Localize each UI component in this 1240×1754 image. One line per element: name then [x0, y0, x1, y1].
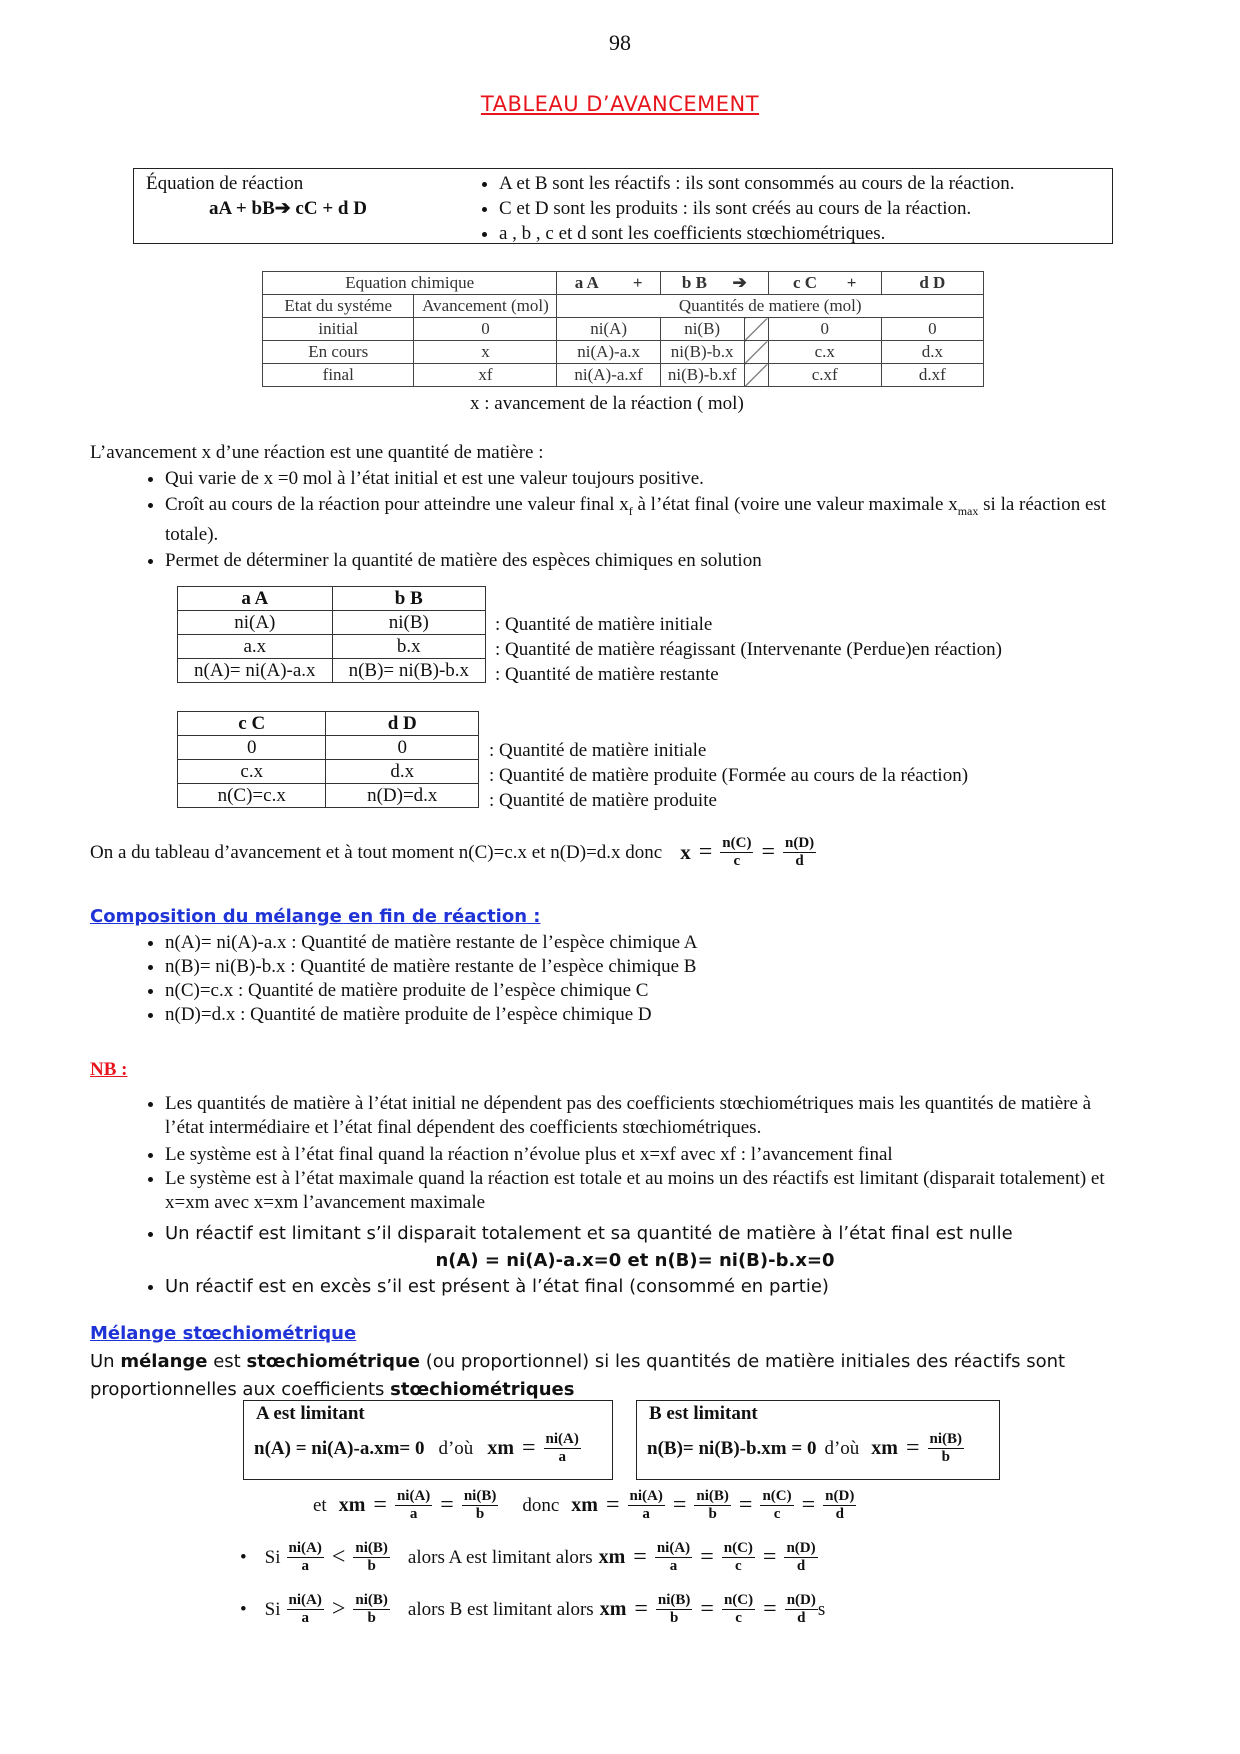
- list-item: • n(A)= ni(A)-a.x : Quantité de matière restante de l’espèce chimique A: [165, 931, 1120, 955]
- table-header: a A: [178, 587, 333, 611]
- relation-line: [90, 835, 816, 870]
- row-label: : Quantité de matière restante: [495, 664, 719, 685]
- xm-relation-line: et xm = $\frac{ni(A)}{a}$ = $\frac{ni(B)}{b}$ donc xm = $\frac{ni(A)}{a}$ = $\frac{ni(B)}{b}$ = $\frac{n(C)}{c}$ = $\frac{n(D)}{d}$: [313, 1488, 855, 1522]
- limit-equation: n(A) = ni(A)-a.x=0 et n(B)= ni(B)-b.x=0: [435, 1250, 835, 1271]
- table-cell: 0: [326, 736, 479, 760]
- table-row: [178, 736, 479, 760]
- nb-heading: NB :: [90, 1059, 128, 1080]
- fraction: $\frac{n(C)}{c}$: [722, 835, 752, 869]
- stoech-heading: Mélange stœchiométrique: [90, 1323, 357, 1344]
- box-title: A est limitant: [256, 1403, 365, 1424]
- table-cell: ni(A): [557, 318, 660, 341]
- page-number: 98: [609, 30, 631, 55]
- dou-text: d’où: [824, 1437, 860, 1459]
- composition-heading: Composition du mélange en fin de réaction :: [90, 906, 541, 927]
- nb-list: [90, 1092, 1120, 1247]
- stoech-section: [90, 1320, 1120, 1404]
- table-header: c C +: [768, 272, 881, 295]
- list-item: • A et B sont les réactifs : ils sont consommés au cours de la réaction.: [499, 171, 1015, 196]
- table-cell: initial: [263, 318, 414, 341]
- table-row: [263, 341, 984, 364]
- nb-list-2: [90, 1275, 1120, 1299]
- table-header: d D: [326, 712, 479, 736]
- table-cell: n(D)=d.x: [326, 784, 479, 808]
- table-cell: n(B)= ni(B)-b.x: [332, 659, 485, 683]
- list-item: • Le système est à l’état final quand la réaction n’évolue plus et x=xf avec xf : l’avancement final: [165, 1143, 1120, 1167]
- xm-symbol: xm: [871, 1437, 898, 1459]
- table-row: [178, 784, 479, 808]
- advancement-table: [262, 271, 984, 387]
- table-cell: b.x: [332, 635, 485, 659]
- products-table: [177, 711, 479, 808]
- fraction: $\frac{n(D)}{d}$: [785, 835, 815, 869]
- row-label: : Quantité de matière produite (Formée au cours de la réaction): [489, 765, 969, 786]
- table-cell: d.x: [881, 341, 983, 364]
- table-cell: c.xf: [768, 364, 881, 387]
- equals-sign: =: [761, 839, 776, 865]
- box-title: B est limitant: [649, 1403, 758, 1424]
- table-cell: ni(A)-a.xf: [557, 364, 660, 387]
- reaction-bullets: [479, 171, 1015, 246]
- list-item: • a , b , c et d sont les coefficients stœchiométriques.: [499, 221, 1015, 246]
- table-header: Avancement (mol): [414, 295, 557, 318]
- reaction-label: Équation de réaction: [146, 173, 304, 194]
- table-cell: 0: [178, 736, 326, 760]
- table-header: b B: [332, 587, 485, 611]
- row-label: : Quantité de matière réagissant (Intervenante (Perdue)en réaction): [495, 639, 1002, 660]
- intro-section: [90, 441, 1120, 573]
- list-item: • Un réactif est limitant s’il disparait totalement et sa quantité de matière à l’état final est nulle: [165, 1221, 1120, 1247]
- hatch-cell: [744, 364, 768, 387]
- table-caption: x : avancement de la réaction ( mol): [470, 393, 744, 414]
- table-header: Etat du systéme: [263, 295, 414, 318]
- intro-line: L’avancement x d’une réaction est une quantité de matière :: [90, 442, 544, 463]
- reaction-equation: aA + bB➔ cC + d D: [209, 198, 367, 219]
- table-cell: ni(B): [332, 611, 485, 635]
- table-cell: a.x: [178, 635, 333, 659]
- dou-text: d’où: [438, 1437, 474, 1459]
- list-item: • Le système est à l’état maximale quand la réaction est totale et au moins un des réactifs est limitant (disparait totalement) et x=xm avec x=xm l’avancement maximale: [165, 1167, 1120, 1215]
- table-cell: d.x: [326, 760, 479, 784]
- reaction-box: [133, 168, 1113, 244]
- composition-section: [90, 905, 1120, 1027]
- xm-symbol: xm: [487, 1437, 514, 1459]
- intro-list: [90, 467, 1120, 573]
- list-item: • Les quantités de matière à l’état initial ne dépendent pas des coefficients stœchiométriques mais les quantités de matière à l’état intermédiaire et l’état final dépendent des coefficients stœchiométriques.: [165, 1092, 1120, 1140]
- row-label: : Quantité de matière produite: [489, 790, 717, 811]
- composition-list: [90, 931, 1120, 1027]
- table-cell: n(A)= ni(A)-a.x: [178, 659, 333, 683]
- table-row: [263, 364, 984, 387]
- table-row: [178, 635, 486, 659]
- list-item: • n(C)=c.x : Quantité de matière produite de l’espèce chimique C: [165, 979, 1120, 1003]
- table-row: [178, 760, 479, 784]
- table-cell: final: [263, 364, 414, 387]
- box-a-limiting: A est limitant n(A) = ni(A)-a.xm= 0 d’où xm = $\frac{ni(A)}{a}$: [243, 1400, 613, 1480]
- list-item: • C et D sont les produits : ils sont créés au cours de la réaction.: [499, 196, 1015, 221]
- table-row: [178, 611, 486, 635]
- nb-section: [90, 1058, 1120, 1299]
- reactants-labels: [495, 612, 1002, 687]
- fraction: $\frac{ni(A)}{a}$: [545, 1431, 579, 1465]
- hatch-cell: [744, 318, 768, 341]
- table-header: c C: [178, 712, 326, 736]
- table-row: [263, 318, 984, 341]
- fraction: $\frac{ni(B)}{b}$: [929, 1431, 963, 1465]
- x-symbol: x: [680, 840, 691, 864]
- table-cell: 0: [881, 318, 983, 341]
- hatch-cell: [744, 341, 768, 364]
- case-a-line: • Si $\frac{ni(A)}{a}$ < $\frac{ni(B)}{b}$ alors A est limitant alors xm = $\frac{ni(A)}{a}$ = $\frac{n(C)}{c}$ = $\frac{n(D)}{d}$: [240, 1540, 816, 1574]
- table-cell: ni(A)-a.x: [557, 341, 660, 364]
- list-item: • n(D)=d.x : Quantité de matière produite de l’espèce chimique D: [165, 1003, 1120, 1027]
- relation-text: On a du tableau d’avancement et à tout moment n(C)=c.x et n(D)=d.x donc: [90, 841, 663, 863]
- table-cell: x: [414, 341, 557, 364]
- list-item: • Croît au cours de la réaction pour atteindre une valeur final $x_f$ à l’état final (voire une valeur maximale $x_{max}$ si la réaction est totale).: [165, 493, 1120, 547]
- table-cell: n(C)=c.x: [178, 784, 326, 808]
- table-cell: ni(A): [178, 611, 333, 635]
- table-header: Quantités de matiere (mol): [557, 295, 984, 318]
- case-b-line: • Si $\frac{ni(A)}{a}$ > $\frac{ni(B)}{b}$ alors B est limitant alors xm = $\frac{ni(B)}{b}$ = $\frac{n(C)}{c}$ = $\frac{n(D)}{d}$ s: [240, 1592, 826, 1626]
- table-header: b B ➔: [660, 272, 768, 295]
- box-equation: n(B)= ni(B)-b.xm = 0: [647, 1437, 817, 1459]
- reactants-table: [177, 586, 486, 683]
- table-cell: d.xf: [881, 364, 983, 387]
- table-header: a A +: [557, 272, 660, 295]
- row-label: : Quantité de matière initiale: [495, 614, 713, 635]
- box-b-limiting: B est limitant n(B)= ni(B)-b.xm = 0 d’où xm = $\frac{ni(B)}{b}$: [636, 1400, 1000, 1480]
- box-equation: n(A) = ni(A)-a.xm= 0: [254, 1437, 425, 1459]
- table-header: Equation chimique: [263, 272, 557, 295]
- equals-sign: =: [698, 839, 713, 865]
- table-cell: ni(B)-b.x: [660, 341, 744, 364]
- page-title: TABLEAU D’AVANCEMENT: [480, 92, 760, 116]
- list-item: • n(B)= ni(B)-b.x : Quantité de matière restante de l’espèce chimique B: [165, 955, 1120, 979]
- table-cell: c.x: [178, 760, 326, 784]
- table-row: [178, 659, 486, 683]
- products-labels: [489, 738, 968, 813]
- table-cell: ni(B): [660, 318, 744, 341]
- table-cell: c.x: [768, 341, 881, 364]
- table-header: d D: [881, 272, 983, 295]
- table-cell: xf: [414, 364, 557, 387]
- table-cell: ni(B)-b.xf: [660, 364, 744, 387]
- table-cell: En cours: [263, 341, 414, 364]
- list-item: • Qui varie de x =0 mol à l’état initial et est une valeur toujours positive.: [165, 467, 1120, 491]
- stoech-paragraph: Un mélange est stœchiométrique (ou proportionnel) si les quantités de matière initiales des réactifs sont proportionnelles aux coefficients stœchiométriques: [90, 1351, 1066, 1400]
- list-item: • Un réactif est en excès s’il est présent à l’état final (consommé en partie): [165, 1275, 1120, 1299]
- table-cell: 0: [414, 318, 557, 341]
- list-item: • Permet de déterminer la quantité de matière des espèces chimiques en solution: [165, 549, 1120, 573]
- row-label: : Quantité de matière initiale: [489, 740, 707, 761]
- table-cell: 0: [768, 318, 881, 341]
